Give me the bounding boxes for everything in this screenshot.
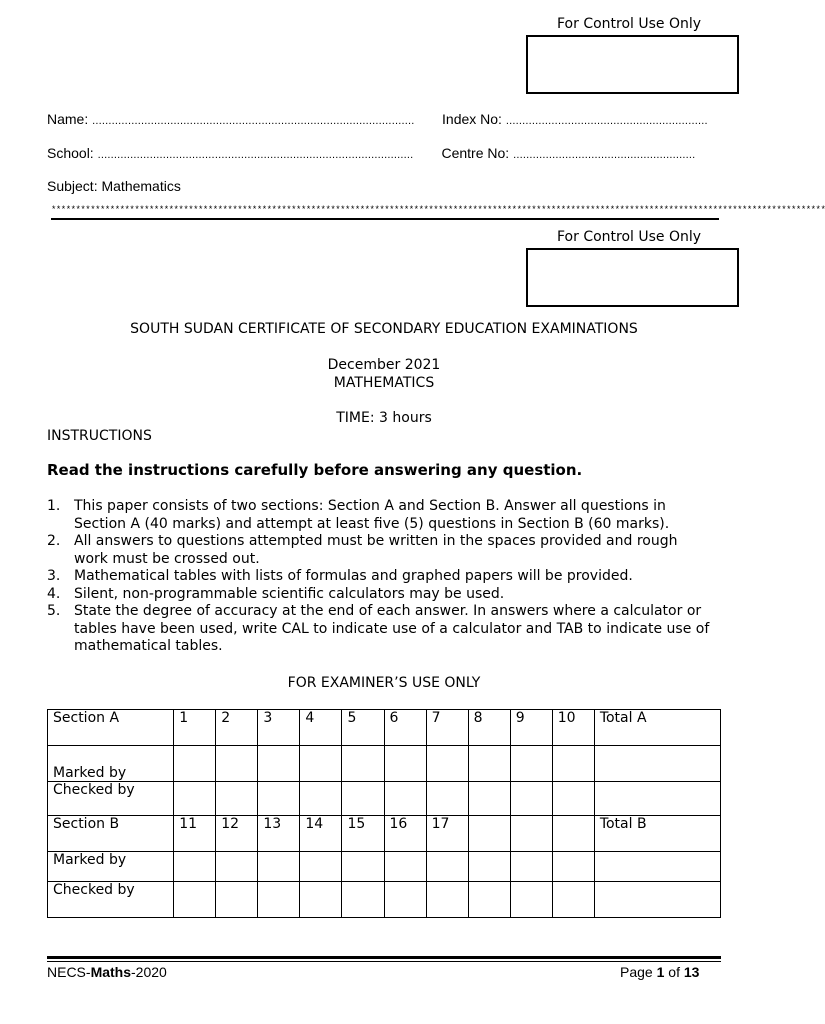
instruction-item (47, 586, 714, 604)
mark-entry-cell[interactable] (552, 746, 594, 782)
instruction-number: 2. (47, 533, 61, 549)
checked-by-label: Checked by (48, 782, 174, 816)
subject-value: Mathematics (101, 178, 181, 194)
check-entry-cell[interactable] (342, 882, 384, 918)
mark-entry-cell[interactable] (468, 852, 510, 882)
footer-code-subject: Maths (90, 964, 132, 980)
question-number-cell: 4 (300, 710, 342, 746)
check-entry-cell[interactable] (426, 882, 468, 918)
index-no-label: Index No: (442, 111, 502, 127)
footer-code-prefix: NECS- (47, 964, 91, 980)
mark-entry-cell[interactable] (552, 852, 594, 882)
mark-entry-cell[interactable] (510, 746, 552, 782)
control-use-label-bottom: For Control Use Only (557, 229, 702, 245)
name-field-row (47, 111, 708, 127)
mark-entry-cell[interactable] (384, 852, 426, 882)
check-entry-cell[interactable] (510, 782, 552, 816)
section-a-header-row (48, 710, 721, 746)
instruction-text: Mathematical tables with lists of formulas and graphed papers will be provided. (74, 568, 633, 584)
star-separator: ************************************************************************************************************************************************************** (51, 205, 825, 215)
check-entry-cell[interactable] (468, 782, 510, 816)
footer-code-year: -2020 (131, 964, 167, 980)
section-a-marked-by-row (48, 746, 721, 782)
mark-entry-cell[interactable] (258, 852, 300, 882)
footer-page-number (620, 964, 699, 980)
school-label: School: (47, 145, 94, 161)
instruction-text: This paper consists of two sections: Section A and Section B. Answer all questions in Section A (40 marks) and attempt at least five (5) questions in Section B (60 marks). (74, 498, 670, 532)
centre-no-label: Centre No: (441, 145, 510, 161)
total-a-label: Total A (594, 710, 720, 746)
instruction-item (47, 533, 714, 568)
check-entry-cell[interactable] (174, 782, 216, 816)
check-entry-cell[interactable] (216, 882, 258, 918)
question-number-cell (468, 816, 510, 852)
mark-entry-cell[interactable] (300, 852, 342, 882)
check-entry-cell[interactable] (552, 882, 594, 918)
mark-entry-cell[interactable] (426, 852, 468, 882)
question-number-cell: 16 (384, 816, 426, 852)
exam-title: SOUTH SUDAN CERTIFICATE OF SECONDARY EDUCATION EXAMINATIONS (130, 321, 638, 337)
instruction-item (47, 603, 714, 656)
check-entry-cell[interactable] (258, 882, 300, 918)
check-entry-cell[interactable] (510, 882, 552, 918)
total-entry-cell[interactable] (594, 882, 720, 918)
name-label: Name: (47, 111, 89, 127)
check-entry-cell[interactable] (384, 782, 426, 816)
question-number-cell: 3 (258, 710, 300, 746)
total-entry-cell[interactable] (594, 782, 720, 816)
mark-entry-cell[interactable] (468, 746, 510, 782)
subject-label: Subject: (47, 178, 98, 194)
exam-time: TIME: 3 hours (336, 410, 432, 426)
instruction-text: State the degree of accuracy at the end of each answer. In answers where a calculator or tables have been used, write CAL to indicate use of a calculator and TAB to indicate use of mathematical tables. (74, 603, 710, 654)
section-b-checked-by-row (48, 882, 721, 918)
question-number-cell (510, 816, 552, 852)
check-entry-cell[interactable] (258, 782, 300, 816)
instructions-title: INSTRUCTIONS (47, 428, 152, 444)
instruction-item (47, 568, 714, 586)
footer-rule-thick (47, 956, 721, 959)
instruction-text: All answers to questions attempted must be written in the spaces provided and rough work must be crossed out. (74, 533, 678, 567)
check-entry-cell[interactable] (216, 782, 258, 816)
question-number-cell: 11 (174, 816, 216, 852)
footer-page-word: Page (620, 964, 653, 980)
section-a-checked-by-row (48, 782, 721, 816)
instruction-text: Silent, non-programmable scientific calculators may be used. (74, 585, 505, 602)
examiner-table-title: FOR EXAMINER’S USE ONLY (287, 675, 481, 691)
check-entry-cell[interactable] (342, 782, 384, 816)
question-number-cell: 1 (174, 710, 216, 746)
mark-entry-cell[interactable] (174, 746, 216, 782)
index-no-input-line[interactable]: .............................................................. (505, 115, 708, 127)
question-number-cell: 9 (510, 710, 552, 746)
marked-by-label: Marked by (48, 746, 174, 782)
question-number-cell (552, 816, 594, 852)
check-entry-cell[interactable] (384, 882, 426, 918)
total-b-label: Total B (594, 816, 720, 852)
school-field-row (47, 145, 703, 161)
instruction-number: 3. (47, 568, 61, 584)
section-a-label: Section A (48, 710, 174, 746)
instructions-list-container (47, 498, 714, 656)
question-number-cell: 17 (426, 816, 468, 852)
marked-by-label: Marked by (48, 852, 174, 882)
total-entry-cell[interactable] (594, 852, 720, 882)
footer-page-of: of (668, 964, 680, 980)
question-number-cell: 10 (552, 710, 594, 746)
instruction-item (47, 498, 714, 533)
section-b-label: Section B (48, 816, 174, 852)
total-entry-cell[interactable] (594, 746, 720, 782)
question-number-cell: 8 (468, 710, 510, 746)
mark-entry-cell[interactable] (342, 746, 384, 782)
mark-entry-cell[interactable] (342, 852, 384, 882)
section-b-header-row (48, 816, 721, 852)
centre-no-input-line[interactable]: ........................................................ (513, 149, 696, 161)
question-number-cell: 6 (384, 710, 426, 746)
footer-page-current: 1 (656, 964, 665, 980)
question-number-cell: 7 (426, 710, 468, 746)
control-use-box-top (526, 35, 739, 94)
question-number-cell: 2 (216, 710, 258, 746)
mark-entry-cell[interactable] (300, 746, 342, 782)
checked-by-label: Checked by (48, 882, 174, 918)
mark-entry-cell[interactable] (384, 746, 426, 782)
instructions-list (47, 498, 714, 656)
section-b-marked-by-row (48, 852, 721, 882)
separator-rule (51, 218, 719, 220)
check-entry-cell[interactable] (468, 882, 510, 918)
question-number-cell: 13 (258, 816, 300, 852)
mark-entry-cell[interactable] (174, 852, 216, 882)
instruction-number: 1. (47, 498, 61, 514)
footer-paper-code (47, 964, 167, 980)
subject-field-row (47, 178, 181, 194)
footer-rule-thin (47, 961, 721, 962)
mark-entry-cell[interactable] (258, 746, 300, 782)
instruction-number: 4. (47, 585, 61, 602)
mark-entry-cell[interactable] (426, 746, 468, 782)
check-entry-cell[interactable] (552, 782, 594, 816)
instruction-number: 5. (47, 603, 61, 619)
mark-entry-cell[interactable] (216, 746, 258, 782)
exam-date: December 2021 (327, 357, 441, 373)
mark-entry-cell[interactable] (510, 852, 552, 882)
name-input-line[interactable]: ................................................................................................... (92, 115, 415, 127)
instructions-note: Read the instructions carefully before answering any question. (47, 461, 583, 479)
exam-subject: MATHEMATICS (333, 375, 435, 391)
check-entry-cell[interactable] (174, 882, 216, 918)
question-number-cell: 15 (342, 816, 384, 852)
school-input-line[interactable]: ................................................................................................. (97, 149, 414, 161)
examiner-marks-table (47, 709, 721, 918)
control-use-label-top: For Control Use Only (557, 16, 702, 32)
control-use-box-bottom (526, 248, 739, 307)
question-number-cell: 12 (216, 816, 258, 852)
question-number-cell: 14 (300, 816, 342, 852)
check-entry-cell[interactable] (426, 782, 468, 816)
question-number-cell: 5 (342, 710, 384, 746)
check-entry-cell[interactable] (300, 882, 342, 918)
mark-entry-cell[interactable] (216, 852, 258, 882)
footer-page-total: 13 (683, 964, 700, 980)
check-entry-cell[interactable] (300, 782, 342, 816)
